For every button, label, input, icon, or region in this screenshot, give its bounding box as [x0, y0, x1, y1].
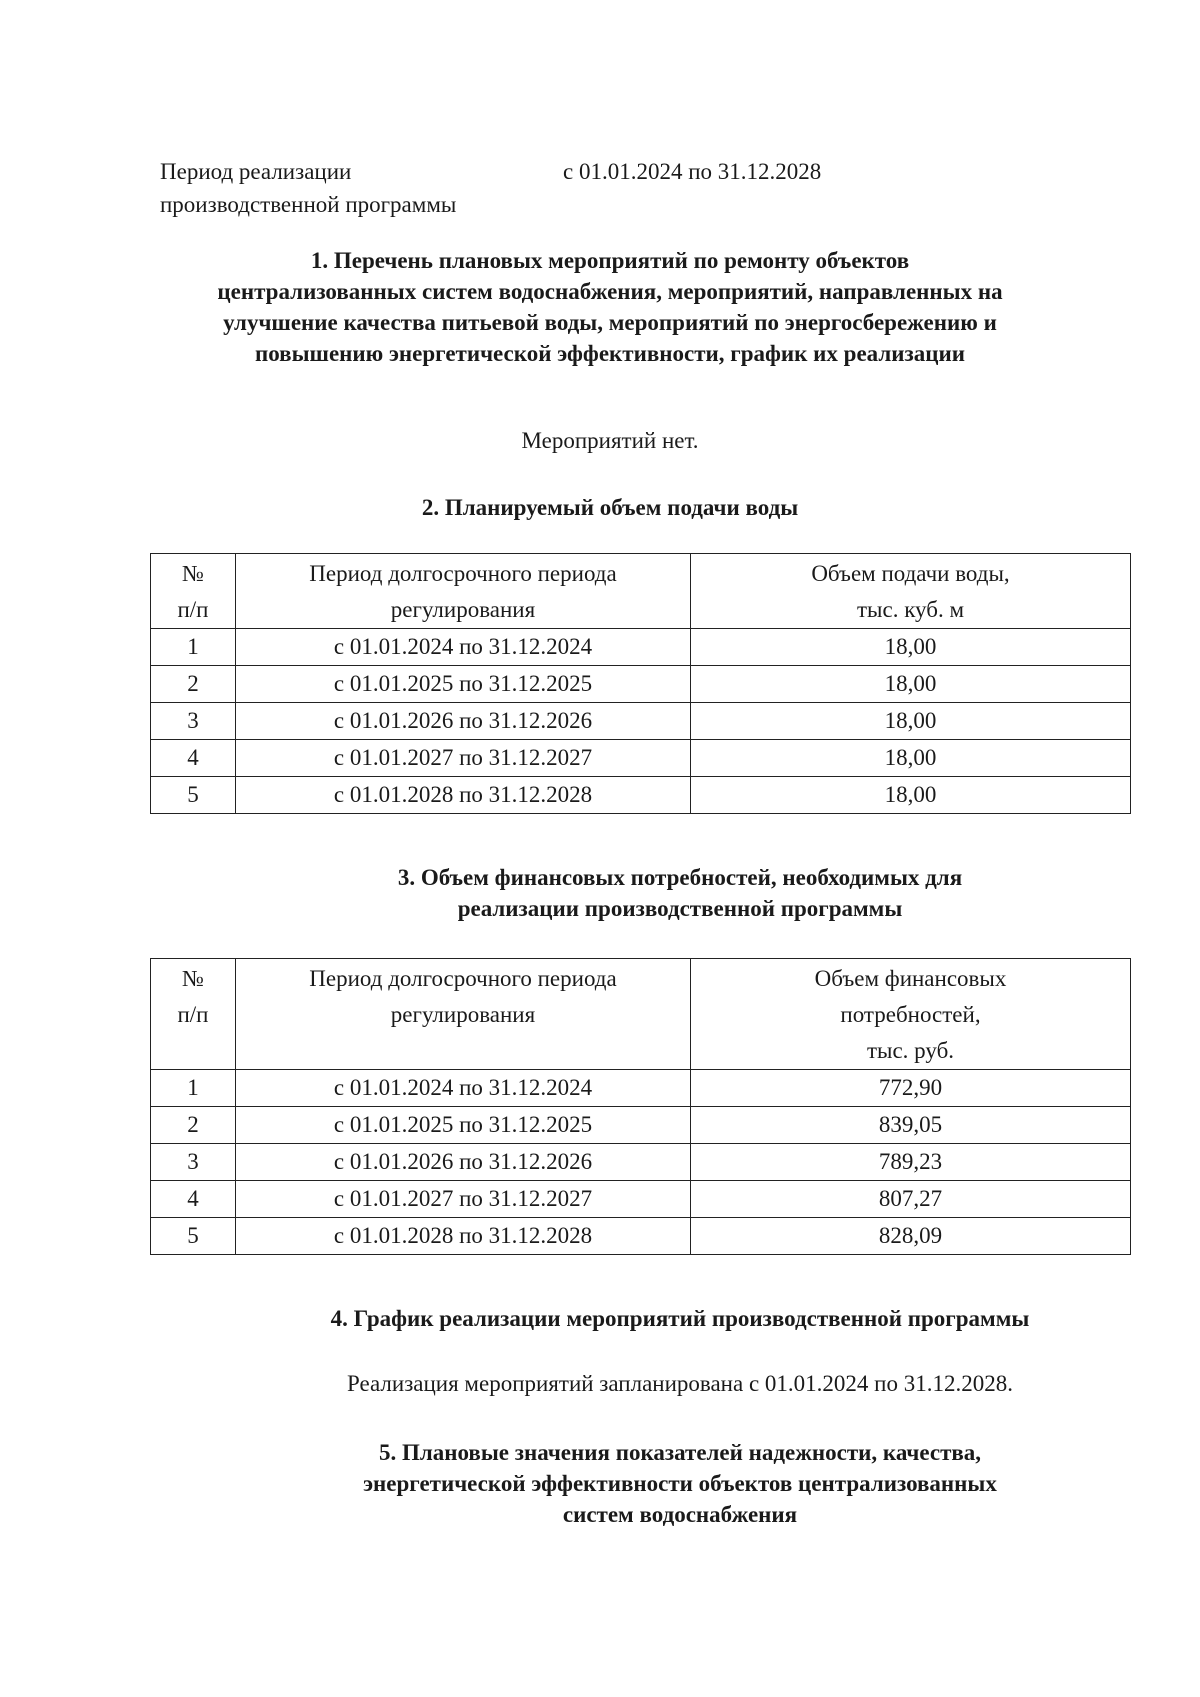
- row-num: 2: [151, 1107, 236, 1144]
- table-row: [151, 629, 1131, 666]
- header-value-line3: тыс. руб.: [866, 1038, 955, 1063]
- section4-title: 4. График реализации мероприятий производственной программы: [330, 1306, 1030, 1331]
- row-period: с 01.01.2025 по 31.12.2025: [236, 666, 691, 703]
- row-num: 5: [151, 777, 236, 814]
- section1-note: Мероприятий нет.: [521, 428, 699, 453]
- row-period: с 01.01.2028 по 31.12.2028: [236, 1218, 691, 1255]
- row-num: 5: [151, 1218, 236, 1255]
- row-num: 4: [151, 1181, 236, 1218]
- table-row: [151, 740, 1131, 777]
- table-header-row: [151, 959, 1131, 1070]
- implementation-period: [160, 155, 822, 221]
- header-value: [691, 554, 1131, 629]
- financial-needs-table: [150, 958, 1131, 1255]
- table-row: [151, 777, 1131, 814]
- table-row: [151, 1107, 1131, 1144]
- row-period: с 01.01.2026 по 31.12.2026: [236, 1144, 691, 1181]
- row-period: с 01.01.2024 по 31.12.2024: [236, 629, 691, 666]
- row-value: 772,90: [691, 1070, 1131, 1107]
- header-num-line1: №: [182, 966, 204, 991]
- row-period: с 01.01.2027 по 31.12.2027: [236, 1181, 691, 1218]
- row-value: 839,05: [691, 1107, 1131, 1144]
- header-value-line1: Объем финансовых: [814, 966, 1007, 991]
- row-period: с 01.01.2024 по 31.12.2024: [236, 1070, 691, 1107]
- header-period: [236, 554, 691, 629]
- table-row: [151, 666, 1131, 703]
- row-value: 807,27: [691, 1181, 1131, 1218]
- header-value-line2: потребностей,: [840, 1002, 981, 1027]
- row-period: с 01.01.2027 по 31.12.2027: [236, 740, 691, 777]
- row-num: 3: [151, 1144, 236, 1181]
- row-num: 3: [151, 703, 236, 740]
- water-supply-table: [150, 553, 1131, 814]
- header-num-line2: п/п: [177, 597, 209, 622]
- row-num: 1: [151, 629, 236, 666]
- header-period-line2: регулирования: [390, 1002, 536, 1027]
- header-value-line2: тыс. куб. м: [856, 597, 964, 622]
- period-label: [160, 155, 550, 221]
- section4-note: Реализация мероприятий запланирована с 01.01.2024 по 31.12.2028.: [347, 1371, 1013, 1396]
- table-row: [151, 1218, 1131, 1255]
- section5-title: 5. Плановые значения показателей надежности, качества, энергетической эффективности объектов централизованных систем водоснабжения: [363, 1440, 997, 1527]
- table-row: [151, 1144, 1131, 1181]
- period-label-line1: Период реализации: [160, 159, 352, 184]
- section1-title: 1. Перечень плановых мероприятий по ремонту объектов централизованных систем водоснабжения, мероприятий, направленных на улучшение качества питьевой воды, мероприятий по энергосбережению и повышению энергетической эффективности, график их реализации: [217, 248, 1003, 366]
- row-period: с 01.01.2028 по 31.12.2028: [236, 777, 691, 814]
- row-num: 2: [151, 666, 236, 703]
- row-value: 18,00: [691, 629, 1131, 666]
- period-label-line2: производственной программы: [160, 192, 457, 217]
- header-value: [691, 959, 1131, 1070]
- period-value: с 01.01.2024 по 31.12.2028: [563, 159, 822, 184]
- row-value: 828,09: [691, 1218, 1131, 1255]
- row-value: 18,00: [691, 777, 1131, 814]
- row-value: 18,00: [691, 703, 1131, 740]
- header-num: [151, 554, 236, 629]
- header-period-line1: Период долгосрочного периода: [309, 561, 617, 586]
- table-row: [151, 1181, 1131, 1218]
- row-num: 1: [151, 1070, 236, 1107]
- header-num: [151, 959, 236, 1070]
- row-num: 4: [151, 740, 236, 777]
- section2-title: 2. Планируемый объем подачи воды: [421, 495, 799, 520]
- row-period: с 01.01.2026 по 31.12.2026: [236, 703, 691, 740]
- table-header-row: [151, 554, 1131, 629]
- table-row: [151, 1070, 1131, 1107]
- header-num-line1: №: [182, 561, 204, 586]
- header-period: [236, 959, 691, 1070]
- header-num-line2: п/п: [177, 1002, 209, 1027]
- table-row: [151, 703, 1131, 740]
- section3-title: 3. Объем финансовых потребностей, необходимых для реализации производственной программы: [397, 865, 963, 921]
- header-period-line2: регулирования: [390, 597, 536, 622]
- row-value: 789,23: [691, 1144, 1131, 1181]
- row-value: 18,00: [691, 740, 1131, 777]
- header-value-line1: Объем подачи воды,: [811, 561, 1010, 586]
- row-period: с 01.01.2025 по 31.12.2025: [236, 1107, 691, 1144]
- row-value: 18,00: [691, 666, 1131, 703]
- header-period-line1: Период долгосрочного периода: [309, 966, 617, 991]
